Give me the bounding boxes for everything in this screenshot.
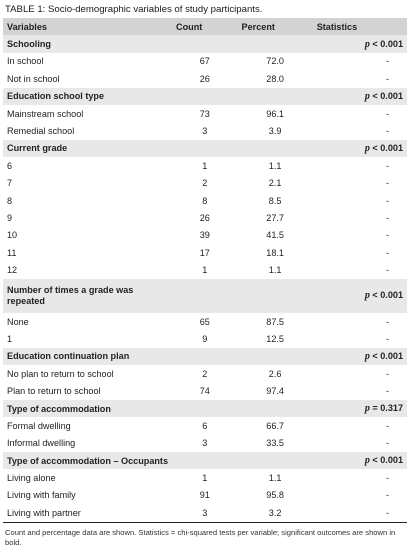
table-caption xyxy=(5,4,405,16)
row-percent: 97.4 xyxy=(238,382,313,399)
row-count: 39 xyxy=(172,227,238,244)
row-statistic: - xyxy=(313,209,407,226)
row-statistic: - xyxy=(313,469,407,486)
row-count: 2 xyxy=(172,175,238,192)
group-count-empty xyxy=(172,35,238,52)
row-percent: 1.1 xyxy=(238,261,313,278)
table-row xyxy=(3,227,407,244)
row-statistic: - xyxy=(313,330,407,347)
table-body xyxy=(3,35,407,521)
group-name: Education continuation plan xyxy=(3,348,172,365)
row-percent: 72.0 xyxy=(238,53,313,70)
group-row xyxy=(3,140,407,157)
group-row xyxy=(3,279,407,313)
group-name: Current grade xyxy=(3,140,172,157)
group-count-empty xyxy=(172,452,238,469)
row-percent: 27.7 xyxy=(238,209,313,226)
row-percent: 1.1 xyxy=(238,157,313,174)
group-row xyxy=(3,88,407,105)
table-row xyxy=(3,417,407,434)
row-label: Formal dwelling xyxy=(3,417,172,434)
row-count: 3 xyxy=(172,504,238,521)
row-percent: 3.9 xyxy=(238,122,313,139)
table-row xyxy=(3,313,407,330)
group-row xyxy=(3,35,407,52)
table-row xyxy=(3,261,407,278)
group-statistic: p < 0.001 xyxy=(313,88,407,105)
row-statistic: - xyxy=(313,70,407,87)
header-statistics: Statistics xyxy=(313,18,407,35)
group-row xyxy=(3,348,407,365)
row-statistic: - xyxy=(313,313,407,330)
row-statistic: - xyxy=(313,105,407,122)
table-caption-text: Socio-demographic variables of study participants. xyxy=(48,4,263,15)
row-statistic: - xyxy=(313,504,407,521)
row-percent: 12.5 xyxy=(238,330,313,347)
socio-demographic-table xyxy=(3,18,407,522)
group-percent-empty xyxy=(238,279,313,313)
row-percent: 18.1 xyxy=(238,244,313,261)
row-statistic: - xyxy=(313,261,407,278)
group-statistic: p < 0.001 xyxy=(313,452,407,469)
header-variables: Variables xyxy=(3,18,172,35)
row-label: In school xyxy=(3,53,172,70)
row-percent: 2.6 xyxy=(238,365,313,382)
table-caption-label: TABLE 1: xyxy=(5,4,46,15)
group-row xyxy=(3,452,407,469)
row-label: 9 xyxy=(3,209,172,226)
row-percent: 96.1 xyxy=(238,105,313,122)
header-count: Count xyxy=(172,18,238,35)
row-percent: 41.5 xyxy=(238,227,313,244)
row-count: 91 xyxy=(172,487,238,504)
row-count: 1 xyxy=(172,261,238,278)
group-percent-empty xyxy=(238,88,313,105)
row-count: 2 xyxy=(172,365,238,382)
row-count: 3 xyxy=(172,122,238,139)
row-percent: 8.5 xyxy=(238,192,313,209)
table-row xyxy=(3,382,407,399)
row-count: 3 xyxy=(172,435,238,452)
row-label: None xyxy=(3,313,172,330)
table-row xyxy=(3,209,407,226)
row-percent: 33.5 xyxy=(238,435,313,452)
row-label: Mainstream school xyxy=(3,105,172,122)
row-label: Remedial school xyxy=(3,122,172,139)
row-statistic: - xyxy=(313,365,407,382)
row-statistic: - xyxy=(313,175,407,192)
group-percent-empty xyxy=(238,400,313,417)
table-row xyxy=(3,122,407,139)
row-statistic: - xyxy=(313,487,407,504)
group-name: Education school type xyxy=(3,88,172,105)
group-count-empty xyxy=(172,88,238,105)
row-percent: 3.2 xyxy=(238,504,313,521)
group-statistic: p < 0.001 xyxy=(313,140,407,157)
group-percent-empty xyxy=(238,140,313,157)
row-label: Living alone xyxy=(3,469,172,486)
row-statistic: - xyxy=(313,435,407,452)
row-count: 17 xyxy=(172,244,238,261)
table-header-row xyxy=(3,18,407,35)
group-count-empty xyxy=(172,140,238,157)
row-statistic: - xyxy=(313,157,407,174)
table-bottom-rule xyxy=(3,522,407,523)
row-label: 11 xyxy=(3,244,172,261)
row-statistic: - xyxy=(313,227,407,244)
table-row xyxy=(3,157,407,174)
row-label: Living with family xyxy=(3,487,172,504)
row-percent: 28.0 xyxy=(238,70,313,87)
group-statistic: p < 0.001 xyxy=(313,348,407,365)
row-percent: 95.8 xyxy=(238,487,313,504)
table-row xyxy=(3,175,407,192)
group-statistic: p = 0.317 xyxy=(313,400,407,417)
table-row xyxy=(3,53,407,70)
row-percent: 66.7 xyxy=(238,417,313,434)
row-label: 1 xyxy=(3,330,172,347)
group-name: Type of accommodation xyxy=(3,400,172,417)
group-percent-empty xyxy=(238,35,313,52)
table-row xyxy=(3,469,407,486)
row-label: Informal dwelling xyxy=(3,435,172,452)
group-name: Type of accommodation – Occupants xyxy=(3,452,172,469)
table-row xyxy=(3,70,407,87)
row-label: 10 xyxy=(3,227,172,244)
table-row xyxy=(3,244,407,261)
table-row xyxy=(3,487,407,504)
group-statistic: p < 0.001 xyxy=(313,35,407,52)
group-statistic: p < 0.001 xyxy=(313,279,407,313)
row-count: 8 xyxy=(172,192,238,209)
row-label: 7 xyxy=(3,175,172,192)
group-name: Schooling xyxy=(3,35,172,52)
row-statistic: - xyxy=(313,382,407,399)
row-statistic: - xyxy=(313,122,407,139)
row-percent: 87.5 xyxy=(238,313,313,330)
row-count: 74 xyxy=(172,382,238,399)
group-percent-empty xyxy=(238,452,313,469)
row-percent: 1.1 xyxy=(238,469,313,486)
row-percent: 2.1 xyxy=(238,175,313,192)
row-count: 6 xyxy=(172,417,238,434)
row-count: 9 xyxy=(172,330,238,347)
group-count-empty xyxy=(172,348,238,365)
group-count-empty xyxy=(172,279,238,313)
table-footnote: Count and percentage data are shown. Statistics = chi-squared tests per variable; significant outcomes are shown in bold. xyxy=(5,528,396,547)
table-row xyxy=(3,330,407,347)
row-label: 6 xyxy=(3,157,172,174)
row-statistic: - xyxy=(313,244,407,261)
row-statistic: - xyxy=(313,417,407,434)
header-percent: Percent xyxy=(238,18,313,35)
row-label: 8 xyxy=(3,192,172,209)
row-count: 73 xyxy=(172,105,238,122)
group-percent-empty xyxy=(238,348,313,365)
row-label: Living with partner xyxy=(3,504,172,521)
table-row xyxy=(3,435,407,452)
row-count: 1 xyxy=(172,469,238,486)
row-count: 26 xyxy=(172,209,238,226)
row-label: Plan to return to school xyxy=(3,382,172,399)
row-count: 65 xyxy=(172,313,238,330)
row-count: 1 xyxy=(172,157,238,174)
group-row xyxy=(3,400,407,417)
table-row xyxy=(3,365,407,382)
table-row xyxy=(3,105,407,122)
row-statistic: - xyxy=(313,192,407,209)
row-statistic: - xyxy=(313,53,407,70)
table-row xyxy=(3,504,407,521)
row-count: 67 xyxy=(172,53,238,70)
row-label: No plan to return to school xyxy=(3,365,172,382)
row-label: Not in school xyxy=(3,70,172,87)
row-count: 26 xyxy=(172,70,238,87)
group-count-empty xyxy=(172,400,238,417)
row-label: 12 xyxy=(3,261,172,278)
group-name: Number of times a grade was repeated xyxy=(3,279,172,313)
table-row xyxy=(3,192,407,209)
